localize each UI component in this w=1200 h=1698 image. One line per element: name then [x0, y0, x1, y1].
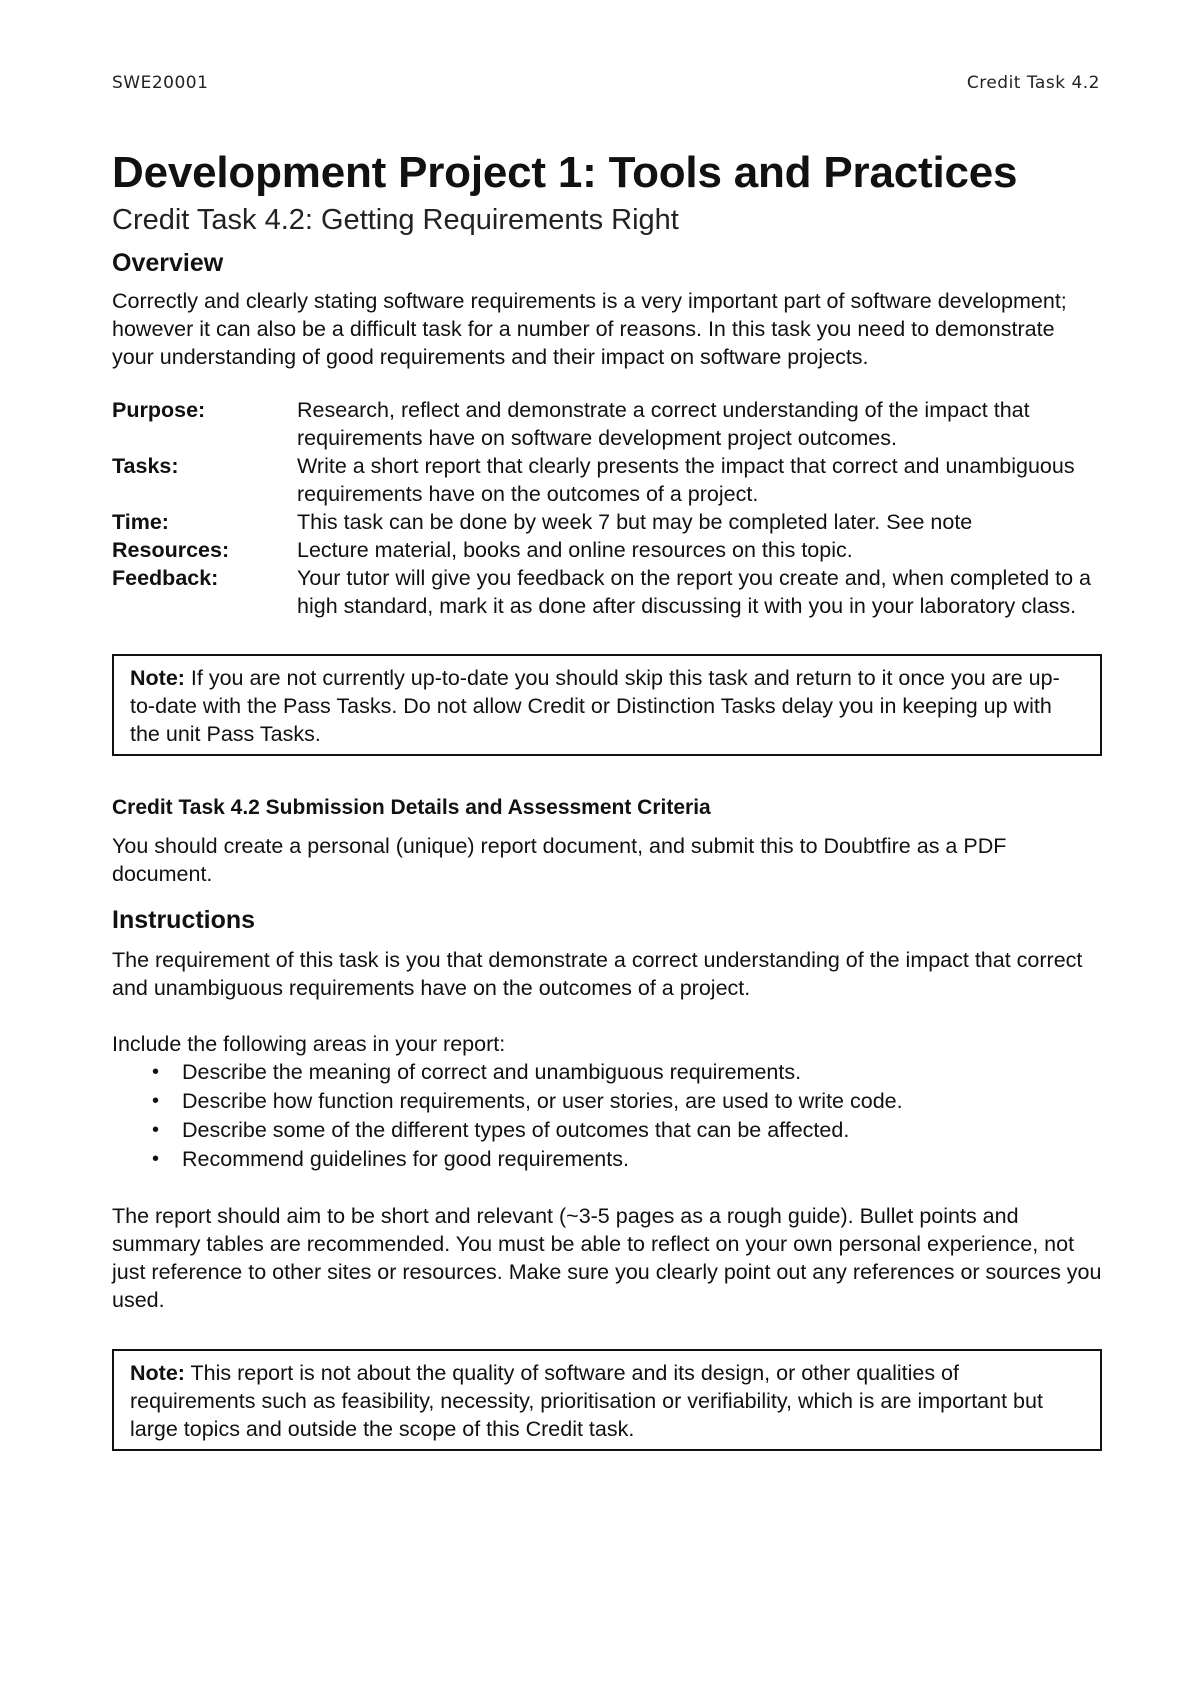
overview-heading: Overview: [112, 249, 224, 277]
header-unit-code: SWE20001: [112, 73, 209, 93]
bullet-icon: •: [152, 1061, 160, 1083]
meta-value: Research, reflect and demonstrate a correct understanding of the impact that requirements have on software development project outcomes.: [297, 398, 1030, 450]
submission-heading: Credit Task 4.2 Submission Details and Assessment Criteria: [112, 796, 711, 819]
note-label: Note:: [130, 1361, 185, 1385]
note-label: Note:: [130, 666, 185, 690]
list-item: [112, 1058, 1102, 1087]
header-task-ref: Credit Task 4.2: [966, 73, 1100, 93]
document-body: [112, 145, 1102, 1451]
meta-value: Your tutor will give you feedback on the report you create and, when completed to a high standard, mark it as done after discussing it with you in your laboratory class.: [297, 566, 1091, 618]
list-item-text: Describe the meaning of correct and unambiguous requirements.: [182, 1060, 802, 1084]
bullet-icon: •: [152, 1148, 160, 1170]
meta-value: Lecture material, books and online resources on this topic.: [297, 538, 853, 562]
meta-row-resources: [112, 536, 1102, 564]
note-text: If you are not currently up-to-date you should skip this task and return to it once you are up-to-date with the Pass Tasks. Do not allow Credit or Distinction Tasks delay you in keeping up with the unit Pass Tasks.: [130, 666, 1060, 746]
meta-label: Purpose:: [112, 398, 206, 422]
document-subtitle: Credit Task 4.2: Getting Requirements Right: [112, 204, 679, 236]
bullet-icon: •: [152, 1090, 160, 1112]
list-item: [112, 1116, 1102, 1145]
instructions-heading: Instructions: [112, 906, 256, 934]
meta-label: Feedback:: [112, 566, 219, 590]
task-meta-table: [112, 396, 1102, 620]
list-item: [112, 1087, 1102, 1116]
meta-row-time: [112, 508, 1102, 536]
include-label: Include the following areas in your report:: [112, 1032, 506, 1056]
bullet-icon: •: [152, 1119, 160, 1141]
note-box-up-to-date: [112, 654, 1102, 756]
list-item-text: Describe some of the different types of outcomes that can be affected.: [182, 1118, 850, 1142]
list-item: [112, 1145, 1102, 1174]
instructions-intro: The requirement of this task is you that demonstrate a correct understanding of the impact that correct and unambiguous requirements have on the outcomes of a project.: [112, 948, 1083, 1000]
meta-row-tasks: [112, 452, 1102, 508]
meta-value: Write a short report that clearly presents the impact that correct and unambiguous requirements have on the outcomes of a project.: [297, 454, 1075, 506]
report-areas-list: [112, 1058, 1102, 1174]
submission-text: You should create a personal (unique) report document, and submit this to Doubtfire as a PDF document.: [112, 834, 1007, 886]
document-title: Development Project 1: Tools and Practices: [112, 148, 1018, 197]
meta-value: This task can be done by week 7 but may be completed later. See note: [297, 510, 973, 534]
meta-label: Resources:: [112, 538, 230, 562]
note-text: This report is not about the quality of software and its design, or other qualities of requirements such as feasibility, necessity, prioritisation or verifiability, which is are important but large topics and outside the scope of this Credit task.: [130, 1361, 1043, 1441]
overview-text: Correctly and clearly stating software requirements is a very important part of software development; however it can also be a difficult task for a number of reasons. In this task you need to demonstrate your understanding of good requirements and their impact on software projects.: [112, 289, 1067, 369]
note-box-scope: [112, 1349, 1102, 1451]
meta-label: Time:: [112, 510, 169, 534]
report-guidance: The report should aim to be short and relevant (~3-5 pages as a rough guide). Bullet points and summary tables are recommended. You must be able to reflect on your own personal experience, not just reference to other sites or resources. Make sure you clearly point out any references or sources you used.: [112, 1204, 1102, 1312]
meta-row-purpose: [112, 396, 1102, 452]
meta-label: Tasks:: [112, 454, 179, 478]
meta-row-feedback: [112, 564, 1102, 620]
list-item-text: Recommend guidelines for good requirements.: [182, 1147, 629, 1171]
list-item-text: Describe how function requirements, or user stories, are used to write code.: [182, 1089, 903, 1113]
